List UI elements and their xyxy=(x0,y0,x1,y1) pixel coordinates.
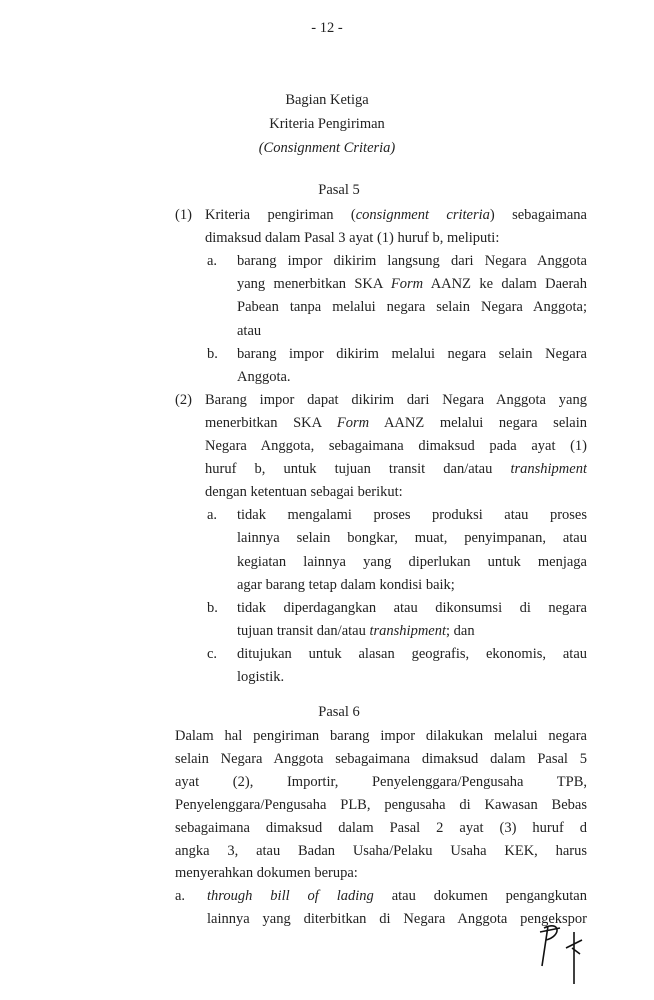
pasal-6-text-line: menyerahkan dokumen berupa: xyxy=(175,865,358,882)
italic-term: consignment criteria xyxy=(355,207,490,223)
pasal-5-item-label: (1) xyxy=(175,207,192,223)
section-part: Bagian Ketiga xyxy=(285,92,369,108)
pasal-5-text-line: logistik. xyxy=(237,669,285,685)
italic-term: transhipment xyxy=(369,622,447,639)
pasal-6-text-line: through bill of lading atau dokumen pengangkutan xyxy=(207,888,587,905)
pasal-5-item-label: (2) xyxy=(175,391,192,408)
pasal-6-text-line: ayat (2), Importir, Penyelenggara/Pengusaha TPB, xyxy=(175,773,587,790)
pasal-5-text-line: tujuan transit dan/atau transhipment; dan xyxy=(237,622,475,639)
pasal-5-text-line: barang impor dikirim langsung dari Negara Anggota xyxy=(237,253,587,270)
pasal-5-text-line: tidak diperdagangkan atau dikonsumsi di negara xyxy=(237,599,587,616)
page-number: - 12 - xyxy=(311,20,343,36)
pasal-5-text-line: lainnya selain bongkar, muat, penyimpanan, atau xyxy=(237,530,587,547)
pasal-5-text-line: ditujukan untuk alasan geografis, ekonomis, atau xyxy=(237,645,587,662)
pasal-5-text-line: Pabean tanpa melalui negara selain Negara Anggota; xyxy=(237,299,587,316)
pasal-5-text-line: kegiatan lainnya yang diperlukan untuk menjaga xyxy=(237,553,587,570)
pasal-5-text-line: tidak mengalami proses produksi atau proses xyxy=(237,507,587,524)
pasal-5-text-line: Anggota. xyxy=(237,368,291,385)
pasal-6-text-line: selain Negara Anggota sebagaimana dimaksud dalam Pasal 5 xyxy=(175,750,587,767)
pasal-6-text-line: sebagaimana dimaksud dalam Pasal 2 ayat (3) huruf d xyxy=(175,819,587,836)
section-subtitle: (Consignment Criteria) xyxy=(258,140,396,156)
pasal-6-text-line: lainnya yang diterbitkan di Negara Anggota pengekspor xyxy=(207,911,587,928)
italic-term: through bill of lading xyxy=(207,888,374,905)
pasal-6-text-line: Penyelenggara/Pengusaha PLB, pengusaha di Kawasan Bebas xyxy=(175,796,587,813)
pasal-5-text-line: dimaksud dalam Pasal 3 ayat (1) huruf b, meliputi: xyxy=(205,230,500,247)
pasal-6-text-line: angka 3, atau Badan Usaha/Pelaku Usaha KEK, harus xyxy=(175,842,587,859)
pasal-5-text-line: agar barang tetap dalam kondisi baik; xyxy=(237,576,455,593)
pasal-6-text-line: Dalam hal pengiriman barang impor dilakukan melalui negara xyxy=(175,728,587,744)
pasal-5-text-line: Barang impor dapat dikirim dari Negara Anggota yang xyxy=(205,391,587,408)
italic-term: Form xyxy=(336,414,370,431)
pasal-5-text-line: menerbitkan SKA Form AANZ melalui negara selain xyxy=(205,414,587,431)
pasal-5-item-label: b. xyxy=(207,599,218,616)
pasal-5-text-line: huruf b, untuk tujuan transit dan/atau transhipment xyxy=(205,461,587,478)
pasal-5-item-label: a. xyxy=(207,253,218,270)
italic-term: transhipment xyxy=(510,461,587,478)
handwritten-initials xyxy=(530,918,590,988)
pasal-5-text-line: Negara Anggota, sebagaimana dimaksud pada ayat (1) xyxy=(205,438,587,454)
pasal-5-text-line: atau xyxy=(237,322,262,339)
pasal-5-text-line: dengan ketentuan sebagai berikut: xyxy=(205,484,403,501)
section-title: Kriteria Pengiriman xyxy=(269,116,385,132)
pasal-5-text-line: Kriteria pengiriman (consignment criteria) sebagaimana xyxy=(205,207,587,223)
pasal-5-heading: Pasal 5 xyxy=(318,182,360,198)
pasal-6-heading: Pasal 6 xyxy=(318,704,360,720)
pasal-5-text-line: barang impor dikirim melalui negara selain Negara xyxy=(237,345,587,362)
italic-term: Form xyxy=(390,276,424,293)
pasal-5-item-label: c. xyxy=(207,645,218,662)
pasal-5-item-label: a. xyxy=(207,507,218,524)
pasal-6-item-label: a. xyxy=(175,888,186,905)
pasal-5-item-label: b. xyxy=(207,345,218,362)
pasal-5-text-line: yang menerbitkan SKA Form AANZ ke dalam Daerah xyxy=(237,276,587,293)
